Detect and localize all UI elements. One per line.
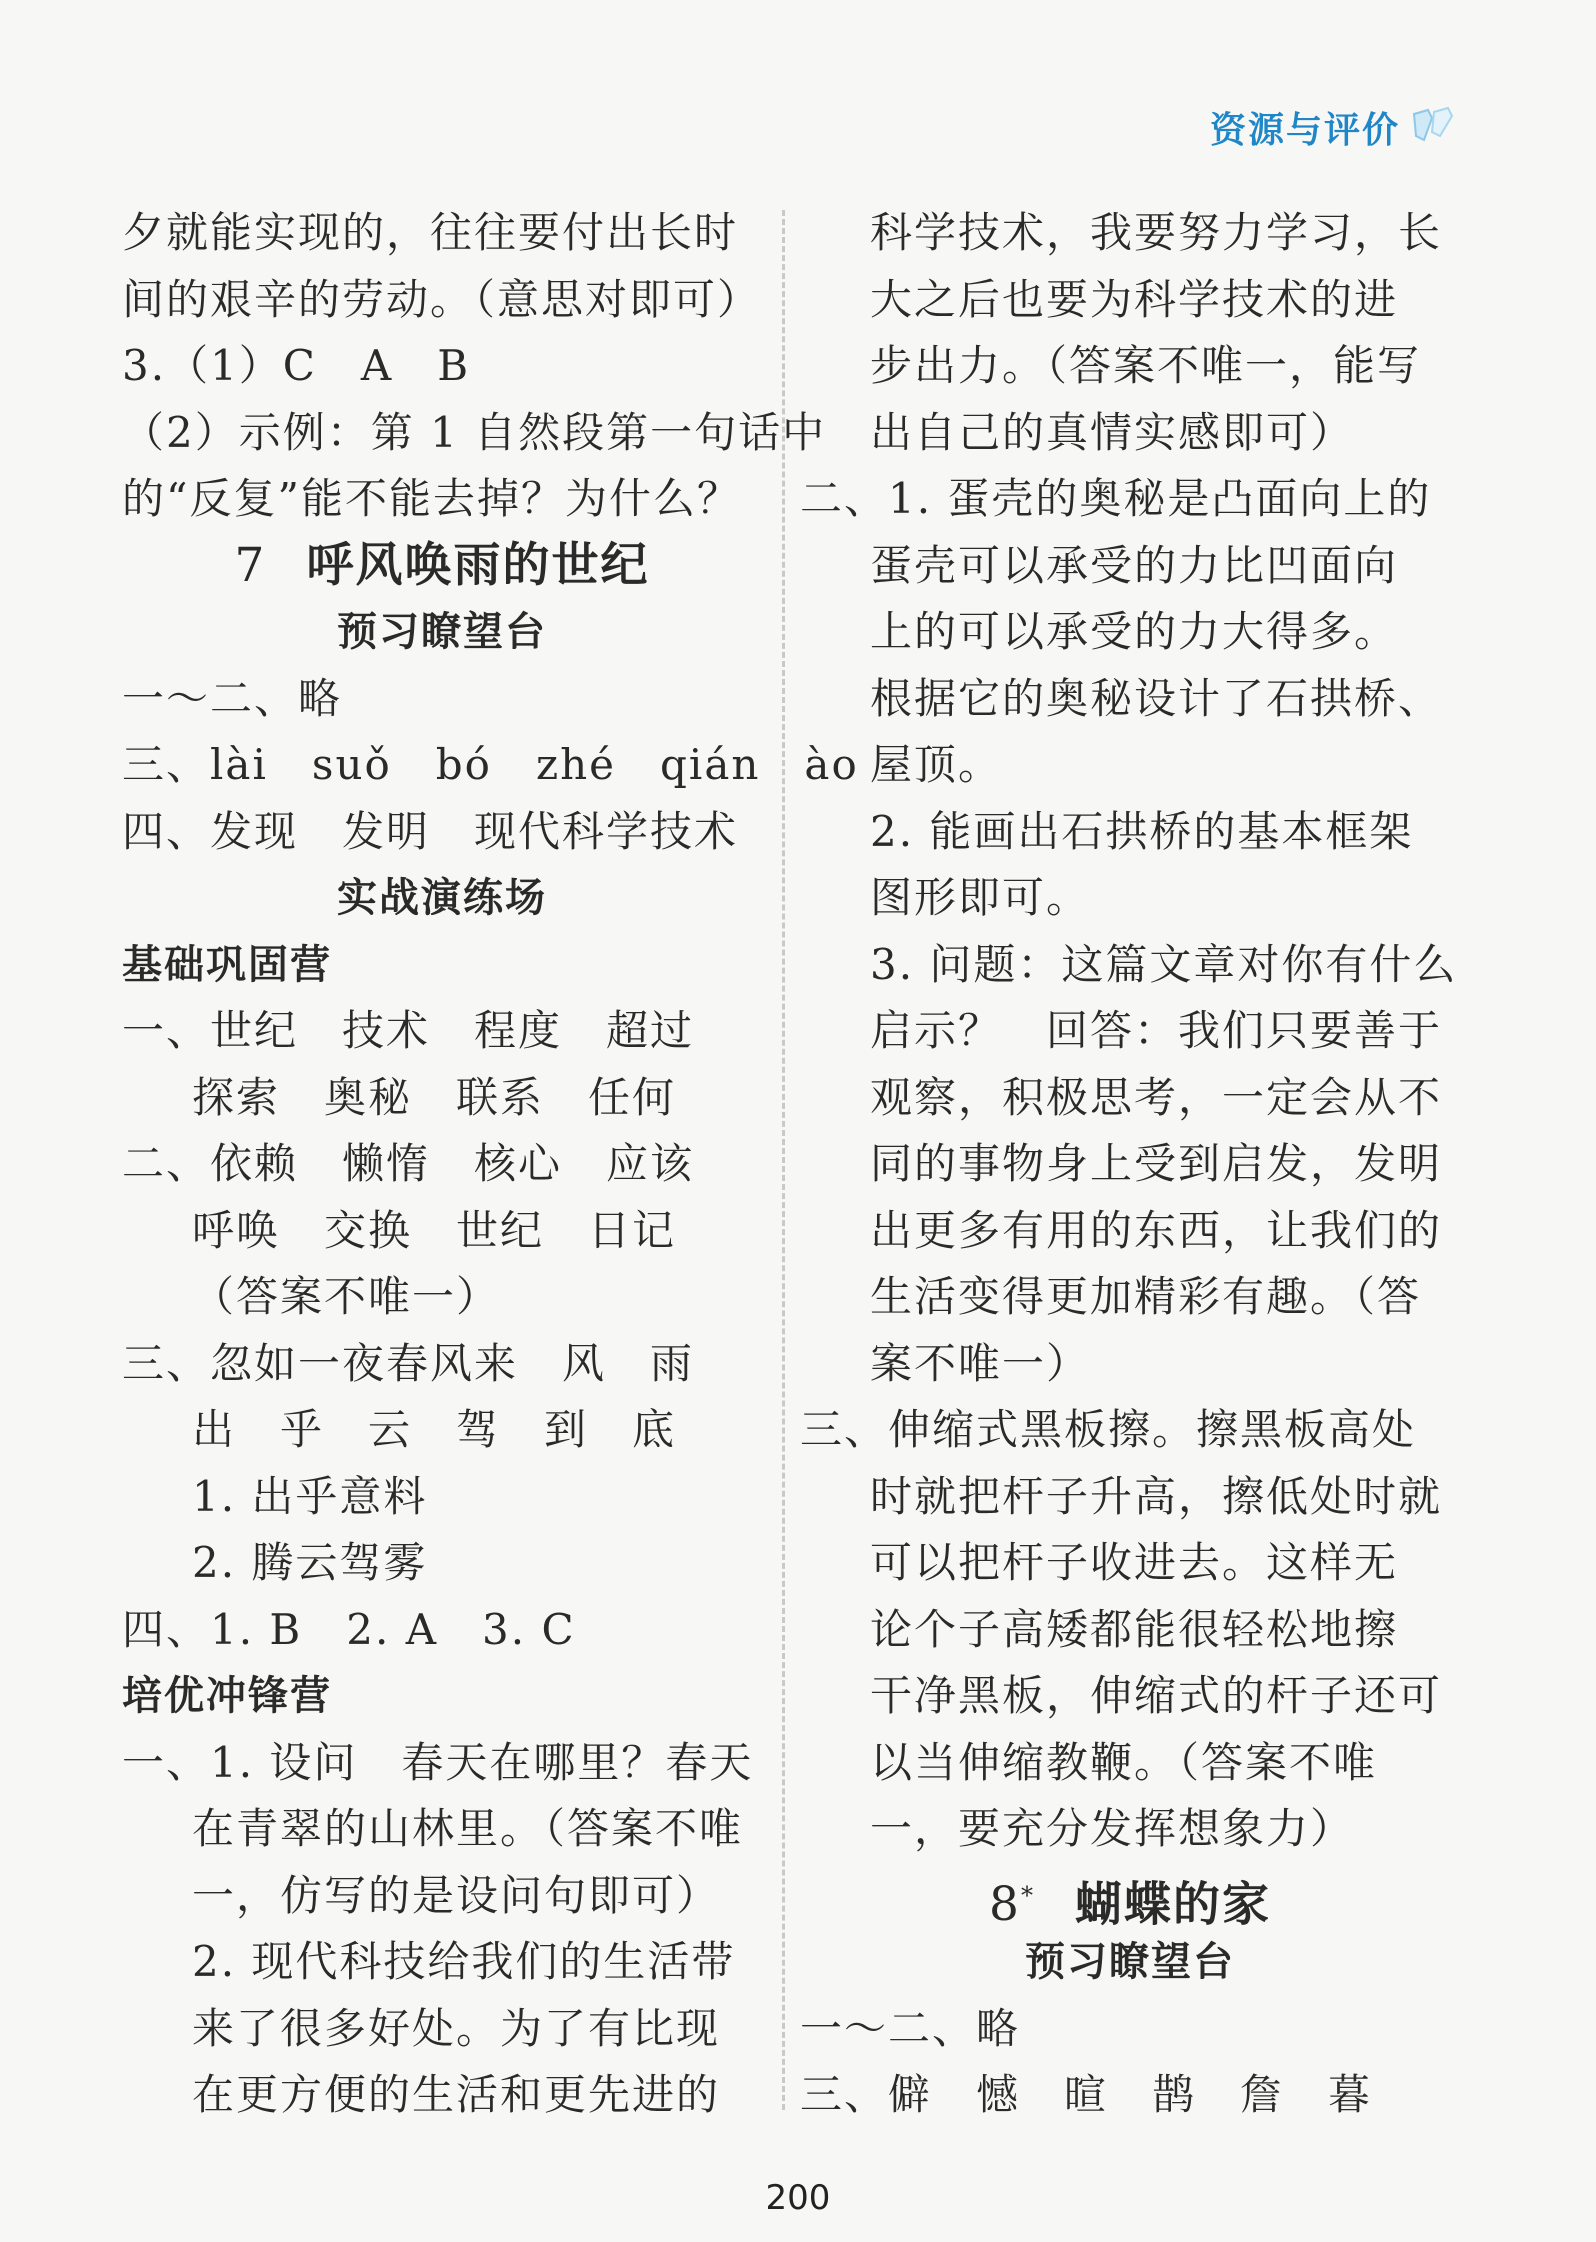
answer-line: 屋顶。 <box>870 740 1003 789</box>
answer-line: 启示？ 回答：我们只要善于 <box>870 1006 1443 1055</box>
answer-line: 三、僻 憾 暄 鹊 詹 暮 <box>800 2070 1373 2119</box>
answer-line: 一～二、略 <box>122 673 343 723</box>
answer-line: 一、1. 设问 春天在哪里？春天 <box>122 1737 754 1787</box>
header-title: 资源与评价 <box>1209 110 1400 151</box>
answer-line: 一，仿写的是设问句即可） <box>192 1870 721 1920</box>
lesson-number: 7 <box>234 537 267 593</box>
bookmark-icon <box>1410 106 1456 150</box>
answer-line: 四、发现 发明 现代科学技术 <box>122 806 739 856</box>
answer-line: 二、依赖 懒惰 核心 应该 <box>122 1139 695 1188</box>
answer-line: 以当伸缩教鞭。（答案不唯 <box>870 1737 1378 1787</box>
answer-line: 二、1. 蛋壳的奥秘是凸面向上的 <box>800 474 1432 523</box>
answer-line: 图形即可。 <box>870 873 1091 922</box>
answer-line: 生活变得更加精彩有趣。（答 <box>870 1272 1422 1321</box>
subsection-heading: 实战演练场 <box>337 875 547 921</box>
answer-line: 可以把杆子收进去。这样无 <box>870 1538 1399 1587</box>
answer-line: 四、1. B 2. A 3. C <box>122 1604 576 1654</box>
answer-line: 同的事物身上受到启发，发明 <box>870 1139 1443 1188</box>
answer-line: 出更多有用的东西，让我们的 <box>870 1205 1443 1255</box>
answer-line: 蛋壳可以承受的力比凹面向 <box>870 540 1399 590</box>
answer-line: 2. 现代科技给我们的生活带 <box>192 1937 736 1986</box>
answer-line: 三、lài suǒ bó zhé qián ào <box>122 740 859 789</box>
section-heading: 培优冲锋营 <box>122 1673 332 1719</box>
lesson-title <box>800 1863 1460 1933</box>
answer-line: 出 乎 云 驾 到 底 <box>192 1405 677 1454</box>
lesson-name: 蝴蝶的家 <box>1074 1877 1271 1933</box>
subsection-heading: 预习瞭望台 <box>1025 1939 1235 1985</box>
answer-line: 2. 能画出石拱桥的基本框架 <box>870 806 1414 856</box>
answer-line: 一、世纪 技术 程度 超过 <box>122 1006 695 1055</box>
answer-line: 大之后也要为科学技术的进 <box>870 274 1399 324</box>
column-divider <box>782 210 785 2110</box>
lesson-number: 8* <box>989 1877 1035 1933</box>
answer-line: 来了很多好处。为了有比现 <box>192 2003 721 2053</box>
answer-line: 干净黑板，伸缩式的杆子还可 <box>870 1671 1443 1720</box>
left-column <box>122 200 859 2129</box>
answer-line: 在青翠的山林里。（答案不唯 <box>192 1804 744 1853</box>
answer-line: 三、忽如一夜春风来 风 雨 <box>122 1338 695 1388</box>
answer-line: 一，要充分发挥想象力） <box>870 1804 1355 1853</box>
answer-line: 3. 问题：这篇文章对你有什么 <box>870 939 1458 989</box>
answer-line: 时就把杆子升高，擦低处时就 <box>870 1471 1443 1521</box>
section-heading: 基础巩固营 <box>122 941 332 988</box>
answer-line: 一～二、略 <box>800 2003 1021 2053</box>
answer-line: 观察，积极思考，一定会从不 <box>870 1072 1443 1122</box>
answer-line: 的“反复”能不能去掉？为什么？ <box>122 474 741 523</box>
answer-line: 论个子高矮都能很轻松地擦 <box>870 1604 1399 1654</box>
answer-line: 2. 腾云驾雾 <box>192 1538 428 1587</box>
answer-line: 在更方便的生活和更先进的 <box>192 2070 721 2119</box>
answer-line: 上的可以承受的力大得多。 <box>870 607 1399 656</box>
answer-line: 步出力。（答案不唯一，能写 <box>870 341 1422 390</box>
answer-line: 案不唯一） <box>870 1338 1091 1388</box>
answer-line: 三、伸缩式黑板擦。擦黑板高处 <box>800 1405 1417 1454</box>
answer-line: 出自己的真情实感即可） <box>870 407 1355 457</box>
page-header <box>1210 102 1456 153</box>
answer-line: 根据它的奥秘设计了石拱桥、 <box>870 673 1443 723</box>
answer-line: 间的艰辛的劳动。（意思对即可） <box>122 274 762 324</box>
answer-line: 1. 出乎意料 <box>192 1471 428 1521</box>
right-column <box>800 200 1460 2129</box>
answer-line: 夕就能实现的，往往要付出长时 <box>122 208 739 257</box>
lesson-name: 呼风唤雨的世纪 <box>306 537 650 593</box>
answer-line: （2）示例：第 1 自然段第一句话中 <box>122 407 827 457</box>
answer-line: 探索 奥秘 联系 任何 <box>192 1072 677 1122</box>
answer-line: 科学技术，我要努力学习，长 <box>870 208 1443 257</box>
subsection-heading: 预习瞭望台 <box>337 609 547 655</box>
page-number: 200 <box>765 2178 831 2218</box>
answer-line: 3.（1）C A B <box>122 341 471 390</box>
answer-line: 呼唤 交换 世纪 日记 <box>192 1205 677 1255</box>
answer-line: （答案不唯一） <box>192 1272 501 1321</box>
lesson-title <box>122 533 762 600</box>
